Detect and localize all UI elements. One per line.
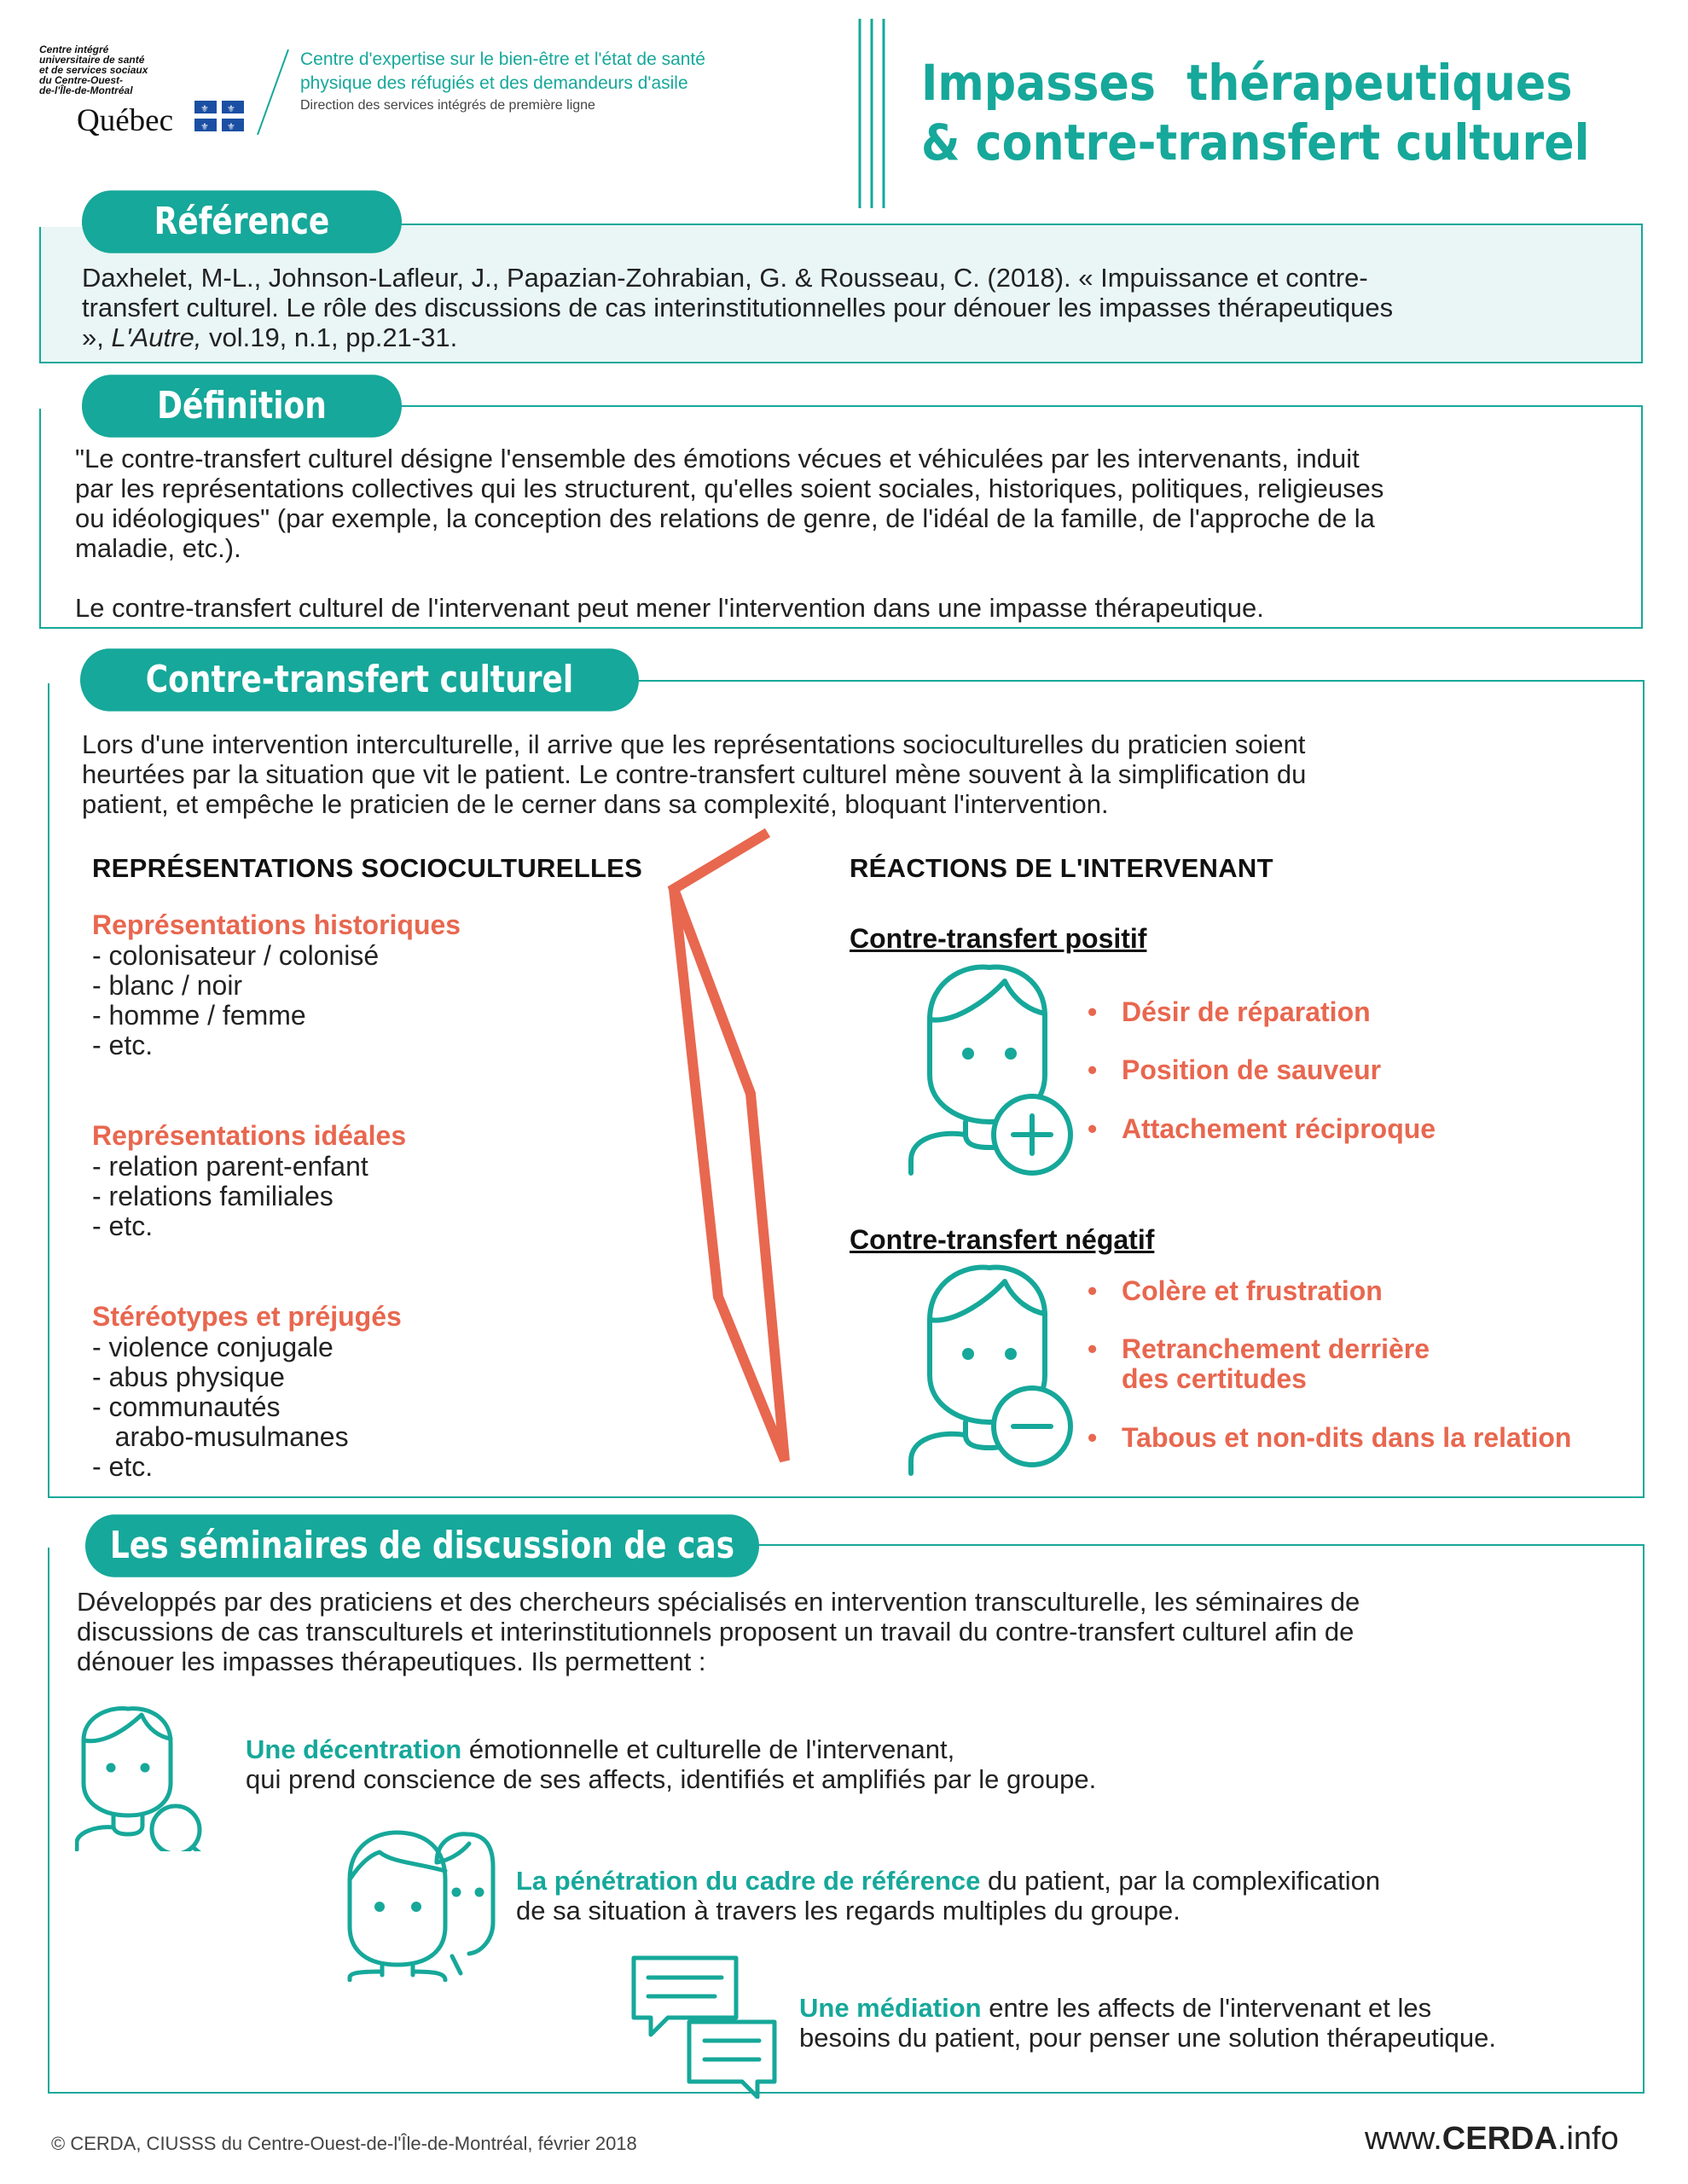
group-item: - etc. xyxy=(92,1211,154,1241)
seminars-mask xyxy=(48,1536,90,1548)
ctc-intro-line: patient, et empêche le praticien de le cerner dans sa complexité, bloquant l'intervention. xyxy=(82,789,1109,819)
speech-bubbles-icon xyxy=(629,1954,783,2099)
centre-line: physique des réfugiés et des demandeurs d'asile xyxy=(300,73,688,93)
group-item: - homme / femme xyxy=(92,1000,306,1031)
seminar-item-rest: émotionnelle et culturelle de l'intervenant, xyxy=(461,1734,955,1764)
quebec-wordmark: Québec xyxy=(77,103,173,138)
org-line: Centre intégré xyxy=(39,44,109,55)
reference-volume: vol.19, n.1, pp.21-31. xyxy=(201,322,458,352)
reference-line xyxy=(82,322,1634,352)
group-title: Représentations idéales xyxy=(92,1120,407,1151)
copyright-text: © CERDA, CIUSSS du Centre-Ouest-de-l'Île-de-Montréal, février 2018 xyxy=(51,2133,637,2154)
negative-item-continued: des certitudes xyxy=(1122,1363,1307,1394)
ctc-heading: Contre-transfert culturel xyxy=(80,648,639,711)
reference-line: transfert culturel. Le rôle des discussions de cas interinstitutionnelles pour dénouer les impasses thérapeutiques xyxy=(82,293,1394,322)
definition-text xyxy=(75,444,1636,623)
positive-item: • Désir de réparation xyxy=(1122,996,1371,1027)
seminar-item-rest: entre les affects de l'intervenant et les xyxy=(981,1993,1432,2023)
journal-name: L'Autre, xyxy=(111,322,202,352)
group-ideales xyxy=(92,1120,604,1241)
website-link[interactable] xyxy=(1365,2121,1619,2158)
org-line: de-l'Île-de-Montréal xyxy=(39,84,133,96)
seminar-item-lead: Une décentration xyxy=(246,1734,462,1764)
group-item: - colonisateur / colonisé xyxy=(92,940,380,971)
seminar-item-line: besoins du patient, pour penser une solution thérapeutique. xyxy=(799,2023,1496,2053)
header-triple-rule xyxy=(856,19,890,208)
seminar-item-lead: Une médiation xyxy=(799,1993,982,2023)
seminar-item-rest: du patient, par la complexification xyxy=(980,1866,1381,1896)
seminar-item-line xyxy=(246,1734,1610,1764)
two-persons-icon xyxy=(341,1828,503,1982)
reference-text xyxy=(82,263,1634,352)
header-slash xyxy=(256,49,290,135)
seminar-item-decentration xyxy=(246,1734,1610,1794)
lightning-bolt-icon xyxy=(648,828,819,1484)
definition-mask xyxy=(39,397,82,409)
negative-item: • Colère et frustration xyxy=(1122,1275,1383,1306)
left-column-heading: REPRÉSENTATIONS SOCIOCULTURELLES xyxy=(92,853,643,883)
centre-line: Centre d'expertise sur le bien-être et l'état de santé xyxy=(300,49,705,69)
reference-quote: », xyxy=(82,322,112,352)
definition-closing: Le contre-transfert culturel de l'intervenant peut mener l'intervention dans une impasse thérapeutique. xyxy=(75,593,1264,623)
svg-text:⚜: ⚜ xyxy=(227,103,235,114)
positive-item: • Attachement réciproque xyxy=(1122,1113,1436,1144)
ctc-intro-line: heurtées par la situation que vit le patient. Le contre-transfert culturel mène souvent à la simplification du xyxy=(82,759,1307,789)
svg-text:⚜: ⚜ xyxy=(227,121,235,131)
centre-name xyxy=(300,48,829,116)
seminar-item-line: qui prend conscience de ses affects, identifiés et amplifiés par le groupe. xyxy=(246,1764,1097,1794)
reference-line: Daxhelet, M-L., Johnson-Lafleur, J., Papazian-Zohrabian, G. & Rousseau, C. (2018). « Impuissance et contre- xyxy=(82,263,1368,293)
page-title xyxy=(921,53,1672,172)
group-item: - etc. xyxy=(92,1030,154,1060)
group-historiques xyxy=(92,909,604,1060)
group-item: - communautés xyxy=(92,1391,281,1422)
seminars-intro-line: discussions de cas transculturels et interinstitutionnels proposent un travail du contre-transfert culturel afin de xyxy=(77,1617,1354,1647)
seminars-intro xyxy=(77,1587,1638,1676)
ctc-mask xyxy=(48,671,82,683)
ctc-intro xyxy=(82,729,1634,819)
svg-text:⚜: ⚜ xyxy=(200,103,209,114)
definition-line: maladie, etc.). xyxy=(75,533,241,563)
org-line: universitaire de santé xyxy=(39,54,145,66)
seminars-intro-line: dénouer les impasses thérapeutiques. Ils permettent : xyxy=(77,1647,706,1676)
org-line: et de services sociaux xyxy=(39,64,148,76)
person-plus-icon xyxy=(904,964,1083,1177)
group-item: - abus physique xyxy=(92,1362,285,1392)
seminar-item-penetration xyxy=(516,1866,1625,1926)
right-column-heading: RÉACTIONS DE L'INTERVENANT xyxy=(850,853,1273,883)
group-title: Stéréotypes et préjugés xyxy=(92,1301,402,1332)
group-item: - etc. xyxy=(92,1451,154,1482)
group-item: - relation parent-enfant xyxy=(92,1151,368,1182)
title-line: Impasses thérapeutiques xyxy=(921,54,1573,112)
positive-item: • Position de sauveur xyxy=(1122,1054,1381,1085)
definition-line: par les représentations collectives qui les structurent, qu'elles soient sociales, historiques, politiques, religieuses xyxy=(75,473,1384,503)
person-magnifier-icon xyxy=(75,1706,212,1851)
seminar-item-mediation xyxy=(799,1993,1652,2053)
seminars-intro-line: Développés par des praticiens et des chercheurs spécialisés en intervention transculturelle, les séminaires de xyxy=(77,1587,1360,1617)
positive-heading: Contre-transfert positif xyxy=(850,923,1147,954)
group-item: - violence conjugale xyxy=(92,1332,334,1362)
definition-line: ou idéologiques" (par exemple, la conception des relations de genre, de l'idéal de la famille, de l'approche de la xyxy=(75,503,1375,533)
group-stereotypes xyxy=(92,1301,604,1482)
definition-line: "Le contre-transfert culturel désigne l'ensemble des émotions vécues et véhiculées par les intervenants, induit xyxy=(75,444,1360,473)
group-title: Représentations historiques xyxy=(92,909,461,940)
group-item: - relations familiales xyxy=(92,1181,334,1211)
ctc-intro-line: Lors d'une intervention interculturelle, il arrive que les représentations socioculturelles du praticien soient xyxy=(82,729,1306,759)
reference-mask xyxy=(39,215,82,227)
title-line: & contre-transfert culturel xyxy=(921,113,1590,171)
definition-heading: Définition xyxy=(82,375,402,437)
direction-line: Direction des services intégrés de première ligne xyxy=(300,98,595,113)
negative-item: • Tabous et non-dits dans la relation xyxy=(1122,1422,1571,1453)
quebec-flag-icon xyxy=(194,101,244,131)
org-line: du Centre-Ouest- xyxy=(39,74,124,86)
svg-text:⚜: ⚜ xyxy=(200,121,209,131)
website-brand: CERDA xyxy=(1441,2121,1557,2157)
group-item: - blanc / noir xyxy=(92,970,243,1001)
seminar-item-lead: La pénétration du cadre de référence xyxy=(516,1866,981,1896)
reference-heading: Référence xyxy=(82,190,402,253)
seminar-item-line xyxy=(799,1993,1652,2023)
representations-list xyxy=(92,909,604,1482)
negative-item: • Retranchement derrière xyxy=(1122,1333,1430,1364)
website-suffix: .info xyxy=(1557,2121,1619,2157)
header xyxy=(0,0,1688,213)
org-block xyxy=(39,44,167,96)
seminar-item-line: de sa situation à travers les regards multiples du groupe. xyxy=(516,1896,1180,1926)
seminar-item-line xyxy=(516,1866,1625,1896)
negative-heading: Contre-transfert négatif xyxy=(850,1224,1155,1255)
person-minus-icon xyxy=(904,1264,1083,1478)
seminars-heading: Les séminaires de discussion de cas xyxy=(85,1514,759,1577)
website-prefix: www. xyxy=(1365,2121,1442,2157)
group-item: arabo-musulmanes xyxy=(92,1421,349,1452)
